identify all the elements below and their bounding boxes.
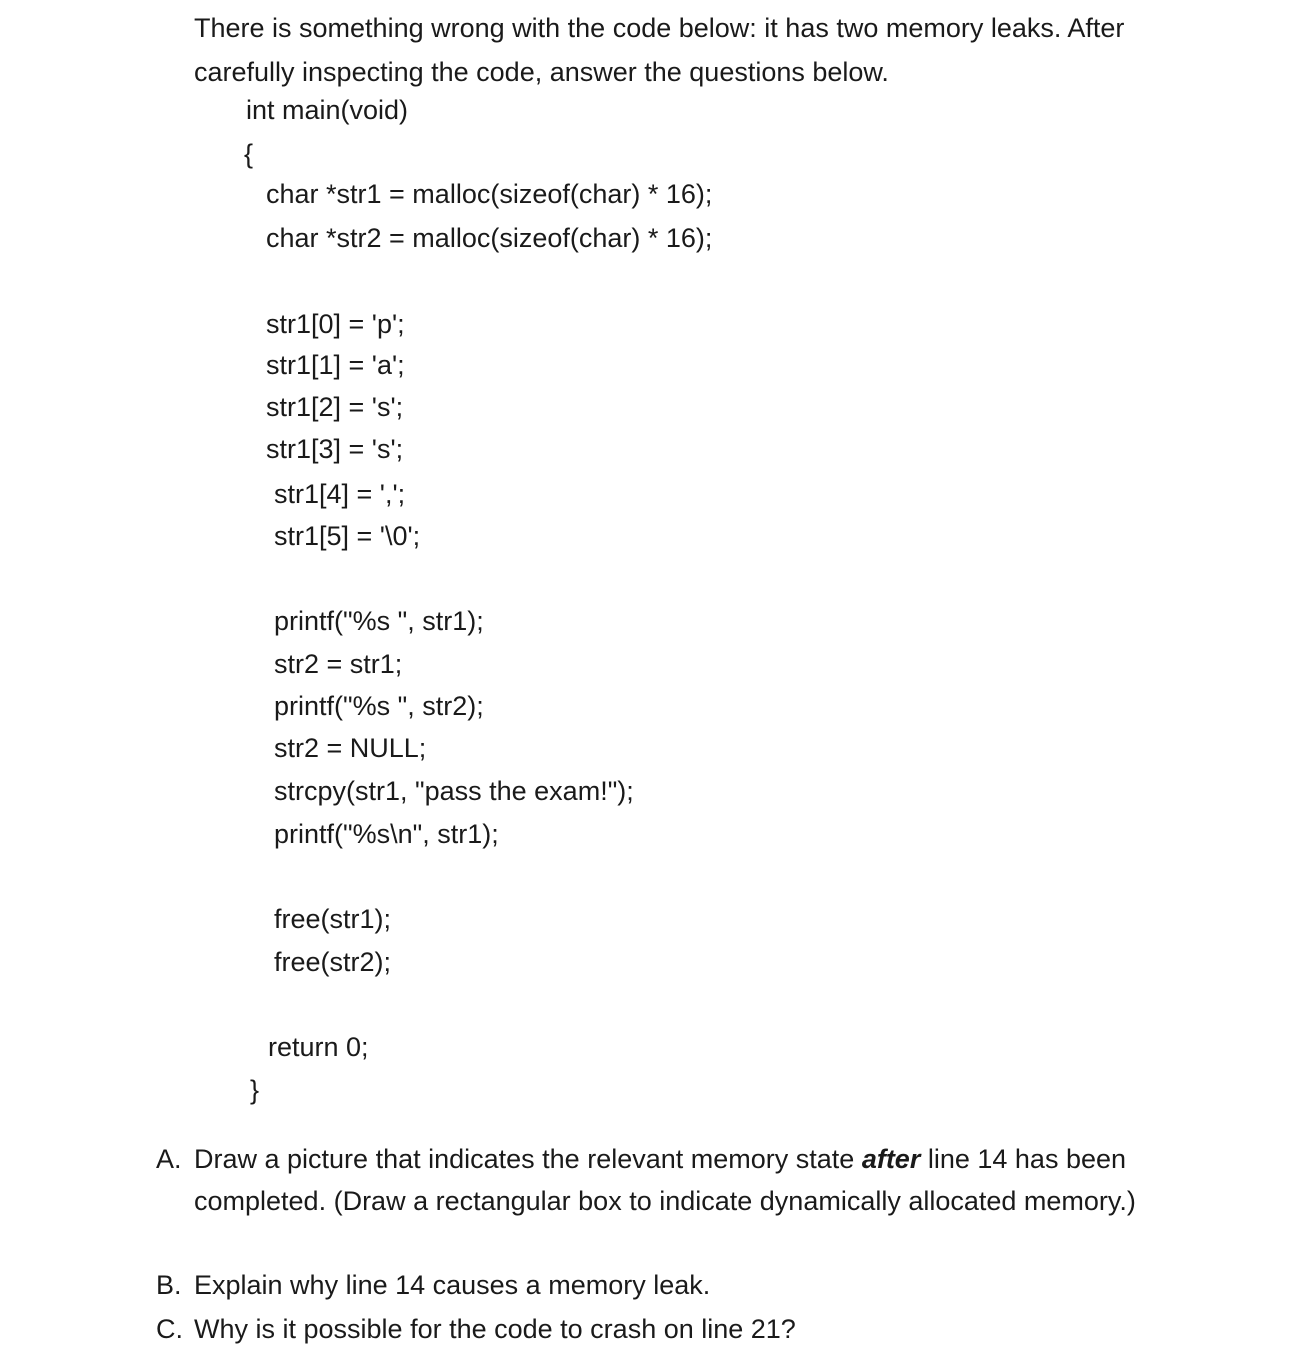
code-printf-3: printf("%s\n", str1); — [274, 819, 499, 849]
question-b — [156, 1264, 1256, 1306]
question-a-emphasis: after — [861, 1144, 921, 1174]
code-printf-1: printf("%s ", str1); — [274, 606, 484, 636]
question-a-line-1 — [194, 1138, 1194, 1180]
code-assign-1: str1[1] = 'a'; — [266, 350, 405, 380]
question-c-letter: C. — [156, 1314, 183, 1344]
problem-intro — [194, 6, 1194, 94]
intro-line-2: carefully inspecting the code, answer the questions below. — [194, 57, 889, 87]
code-nullify: str2 = NULL; — [274, 733, 427, 763]
question-c-text: Why is it possible for the code to crash on line 21? — [194, 1314, 796, 1344]
question-a-text-after: line 14 has been — [920, 1144, 1127, 1174]
question-c — [156, 1308, 1256, 1350]
intro-line-1: There is something wrong with the code below: it has two memory leaks. After — [194, 13, 1125, 43]
question-b-letter: B. — [156, 1270, 182, 1300]
code-assign-4: str1[4] = ','; — [274, 479, 406, 509]
code-free-1: free(str1); — [274, 904, 392, 934]
question-a-letter: A. — [156, 1144, 182, 1174]
code-assign-2: str1[2] = 's'; — [266, 392, 404, 422]
code-return: return 0; — [268, 1032, 369, 1062]
code-printf-2: printf("%s ", str2); — [274, 691, 484, 721]
code-strcpy: strcpy(str1, "pass the exam!"); — [274, 776, 634, 806]
question-a-line-2: completed. (Draw a rectangular box to indicate dynamically allocated memory.) — [194, 1186, 1136, 1216]
code-free-2: free(str2); — [274, 947, 392, 977]
code-signature: int main(void) — [246, 95, 409, 125]
code-assign-5: str1[5] = '\0'; — [274, 521, 421, 551]
question-a-text-before: Draw a picture that indicates the relevant memory state — [194, 1144, 862, 1174]
code-close-brace: } — [250, 1075, 260, 1105]
code-assign-3: str1[3] = 's'; — [266, 434, 404, 464]
code-open-brace: { — [244, 139, 254, 169]
code-decl-str2: char *str2 = malloc(sizeof(char) * 16); — [266, 223, 713, 253]
question-b-text: Explain why line 14 causes a memory leak. — [194, 1270, 711, 1300]
question-a — [156, 1138, 1256, 1228]
question-a-text — [194, 1138, 1194, 1222]
code-alias: str2 = str1; — [274, 649, 403, 679]
code-decl-str1: char *str1 = malloc(sizeof(char) * 16); — [266, 179, 713, 209]
code-assign-0: str1[0] = 'p'; — [266, 309, 405, 339]
